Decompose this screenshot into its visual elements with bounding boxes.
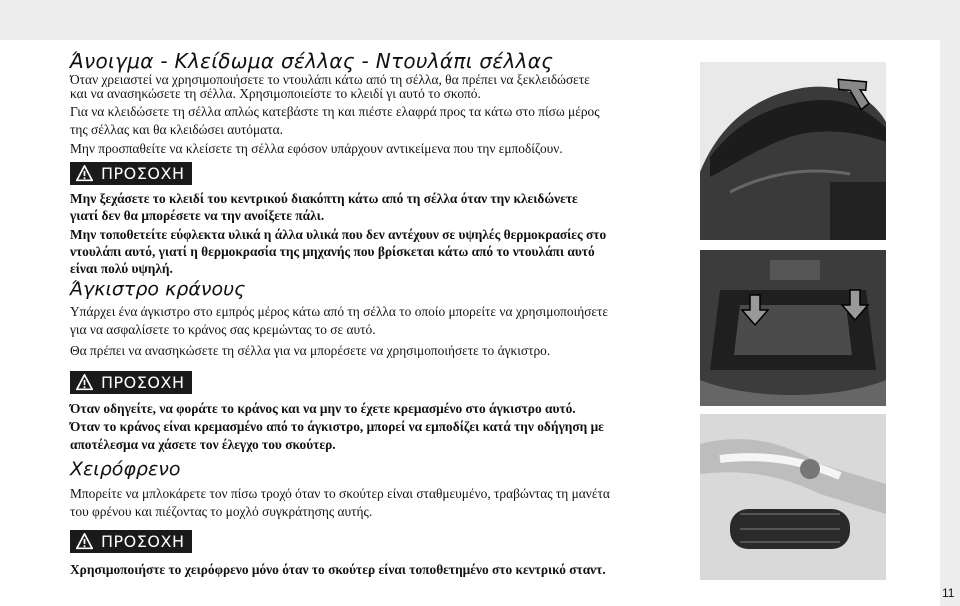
seat-photo [700, 62, 886, 240]
brake-para1: Μπορείτε να μπλοκάρετε τον πίσω τροχό όταν το σκούτερ είναι σταθμευμένο, τραβώντας τη μανέτα [70, 486, 610, 501]
hook-warn1: Όταν οδηγείτε, να φοράτε το κράνος και να μην το έχετε κρεμασμένο στο άγκιστρο αυτό. [70, 401, 576, 416]
seat-warn1b: γιατί δεν θα μπορέσετε να την ανοίξετε πάλι. [70, 208, 325, 223]
warning-label: ΠΡΟΣΟΧΗ [101, 164, 185, 183]
hook-warning-badge [70, 371, 192, 394]
warning-label: ΠΡΟΣΟΧΗ [101, 373, 185, 392]
seat-warn2b: ντουλάπι αυτό, γιατί η θερμοκρασία της μηχανής που βρίσκεται κάτω από το ντουλάπι αυτό [70, 244, 595, 259]
hook-para1: Υπάρχει ένα άγκιστρο στο εμπρός μέρος κάτω από τη σέλλα το οποίο μπορείτε να χρησιμοποιήσετε [70, 304, 609, 319]
seat-para1: Όταν χρειαστεί να χρησιμοποιήσετε το ντουλάπι κάτω από τη σέλλα, θα πρέπει να ξεκλειδώσετε [70, 72, 590, 87]
brake-warn1: Χρησιμοποιήστε το χειρόφρενο μόνο όταν το σκούτερ είναι τοποθετημένο στο κεντρικό σταντ. [70, 562, 606, 577]
seat-illustration [700, 62, 886, 240]
storage-compartment-photo [700, 250, 886, 406]
page-number: 11 [942, 586, 955, 600]
hook-para1b: για να ασφαλίσετε το κράνος σας κρεμώντας το σε αυτό. [70, 322, 376, 337]
top-band [0, 0, 960, 40]
hook-section-title: Άγκιστρο κράνους [70, 278, 246, 300]
hook-para2: Θα πρέπει να ανασηκώσετε τη σέλλα για να μπορέσετε να χρησιμοποιήσετε το άγκιστρο. [70, 343, 551, 358]
brake-para1b: του φρένου και πιέζοντας το μοχλό συγκράτησης αυτής. [70, 504, 373, 519]
warning-triangle-icon [76, 374, 93, 391]
hook-warn2a: Όταν το κράνος είναι κρεμασμένο από το άγκιστρο, μπορεί να εμποδίζει κατά την οδήγηση με [70, 419, 604, 434]
compartment-illustration [700, 250, 886, 406]
seat-para3: Μην προσπαθείτε να κλείσετε τη σέλλα εφόσον υπάρχουν αντικείμενα που την εμποδίζουν. [70, 141, 563, 156]
warning-triangle-icon [76, 533, 93, 550]
seat-para2b: της σέλλας και θα κλειδώσει αυτόματα. [70, 122, 283, 137]
seat-warning-badge [70, 162, 192, 185]
seat-para2: Για να κλειδώσετε τη σέλλα απλώς κατεβάστε τη και πιέστε ελαφρά προς τα κάτω στο πίσω μέρος [70, 104, 600, 119]
brake-section-title: Χειρόφρενο [70, 458, 181, 480]
right-band [940, 0, 960, 606]
hook-warn2b: αποτέλεσμα να χάσετε τον έλεγχο του σκούτερ. [70, 437, 336, 452]
seat-section-title: Άνοιγμα - Κλείδωμα σέλλας - Ντουλάπι σέλλας [70, 49, 554, 73]
warning-label: ΠΡΟΣΟΧΗ [101, 532, 185, 551]
brake-lever-photo [700, 414, 886, 580]
seat-para1b: και να ανασηκώσετε τη σέλλα. Χρησιμοποιείστε το κλειδί γι αυτό το σκοπό. [70, 86, 481, 101]
brake-illustration [700, 414, 886, 580]
brake-warning-badge [70, 530, 192, 553]
seat-warn2c: είναι πολύ υψηλή. [70, 261, 173, 276]
seat-warn1a: Μην ξεχάσετε το κλειδί του κεντρικού διακόπτη κάτω από τη σέλλα όταν την κλειδώνετε [70, 191, 578, 206]
warning-triangle-icon [76, 165, 93, 182]
seat-warn2a: Μην τοποθετείτε εύφλεκτα υλικά η άλλα υλικά που δεν αντέχουν σε υψηλές θερμοκρασίες στο [70, 227, 607, 242]
